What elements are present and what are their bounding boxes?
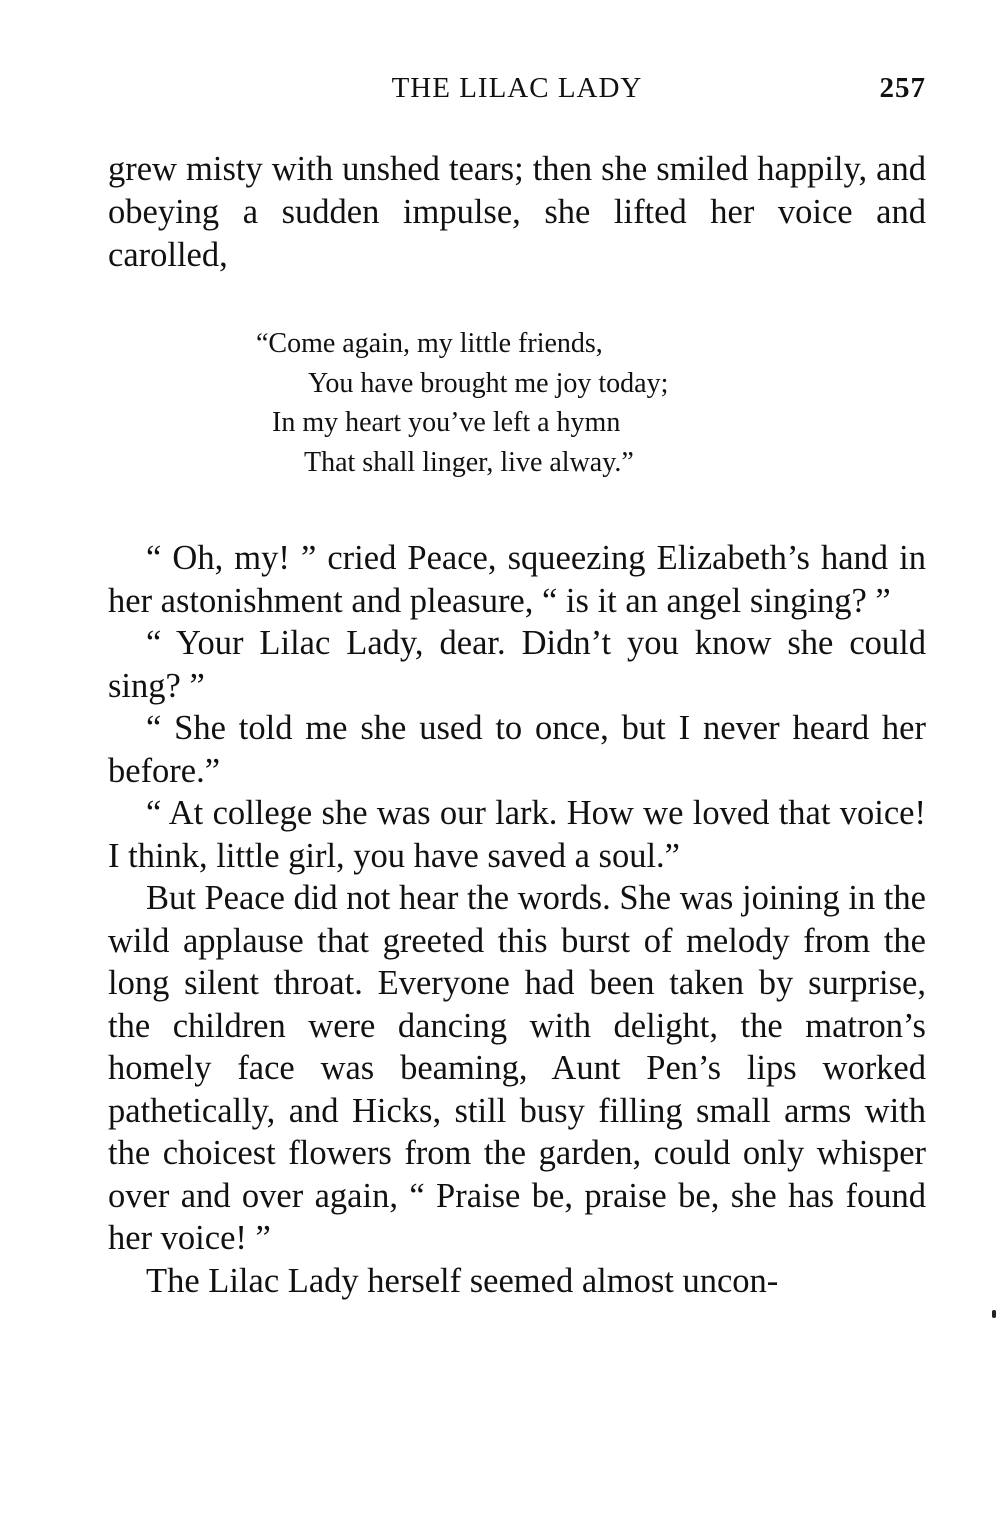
poem-line-2: You have brought me joy today; bbox=[308, 367, 669, 399]
poem-line-1: “Come again, my little friends, bbox=[256, 328, 603, 359]
paragraph-peace-exclaims: “ Oh, my! ” cried Peace, squeezing Elizabeth’s hand in her astonishment and pleasure, “ is it an angel singing? ” bbox=[108, 539, 926, 620]
paragraph-she-told-me: “ She told me she used to once, but I never heard her before.” bbox=[108, 709, 926, 790]
page-header bbox=[108, 68, 926, 112]
paragraph-at-college: “ At college she was our lark. How we loved that voice! I think, little girl, you have saved a soul.” bbox=[108, 794, 926, 875]
opening-paragraph-block bbox=[108, 148, 926, 277]
paragraph-applause: But Peace did not hear the words. She was joining in the wild applause that greeted this burst of melody from the long silent throat. Everyone had been taken by surprise, the children were dancing with delight, the matron’s homely face was beaming, Aunt Pen’s lips worked pathetically, and Hicks, still busy filling small arms with the choicest flowers from the garden, could only whisper over and over again, “ Praise be, praise be, she has found her voice! ” bbox=[108, 879, 926, 1257]
paragraph-lilac-lady-herself: The Lilac Lady herself seemed almost uncon- bbox=[146, 1261, 779, 1300]
poem-line-3: In my heart you’ve left a hymn bbox=[272, 407, 621, 438]
margin-speck bbox=[992, 1310, 996, 1318]
opening-paragraph: grew misty with unshed tears; then she smiled happily, and obeying a sudden impulse, she lifted her voice and carolled, bbox=[108, 150, 926, 274]
running-title: THE LILAC LADY bbox=[391, 72, 643, 104]
poem-line-4: That shall linger, live alway.” bbox=[304, 446, 634, 478]
paragraph-your-lilac-lady: “ Your Lilac Lady, dear. Didn’t you know she could sing? ” bbox=[108, 624, 926, 705]
poem-verse bbox=[250, 324, 810, 482]
dialogue-block bbox=[108, 537, 926, 1302]
page-number: 257 bbox=[879, 72, 926, 104]
